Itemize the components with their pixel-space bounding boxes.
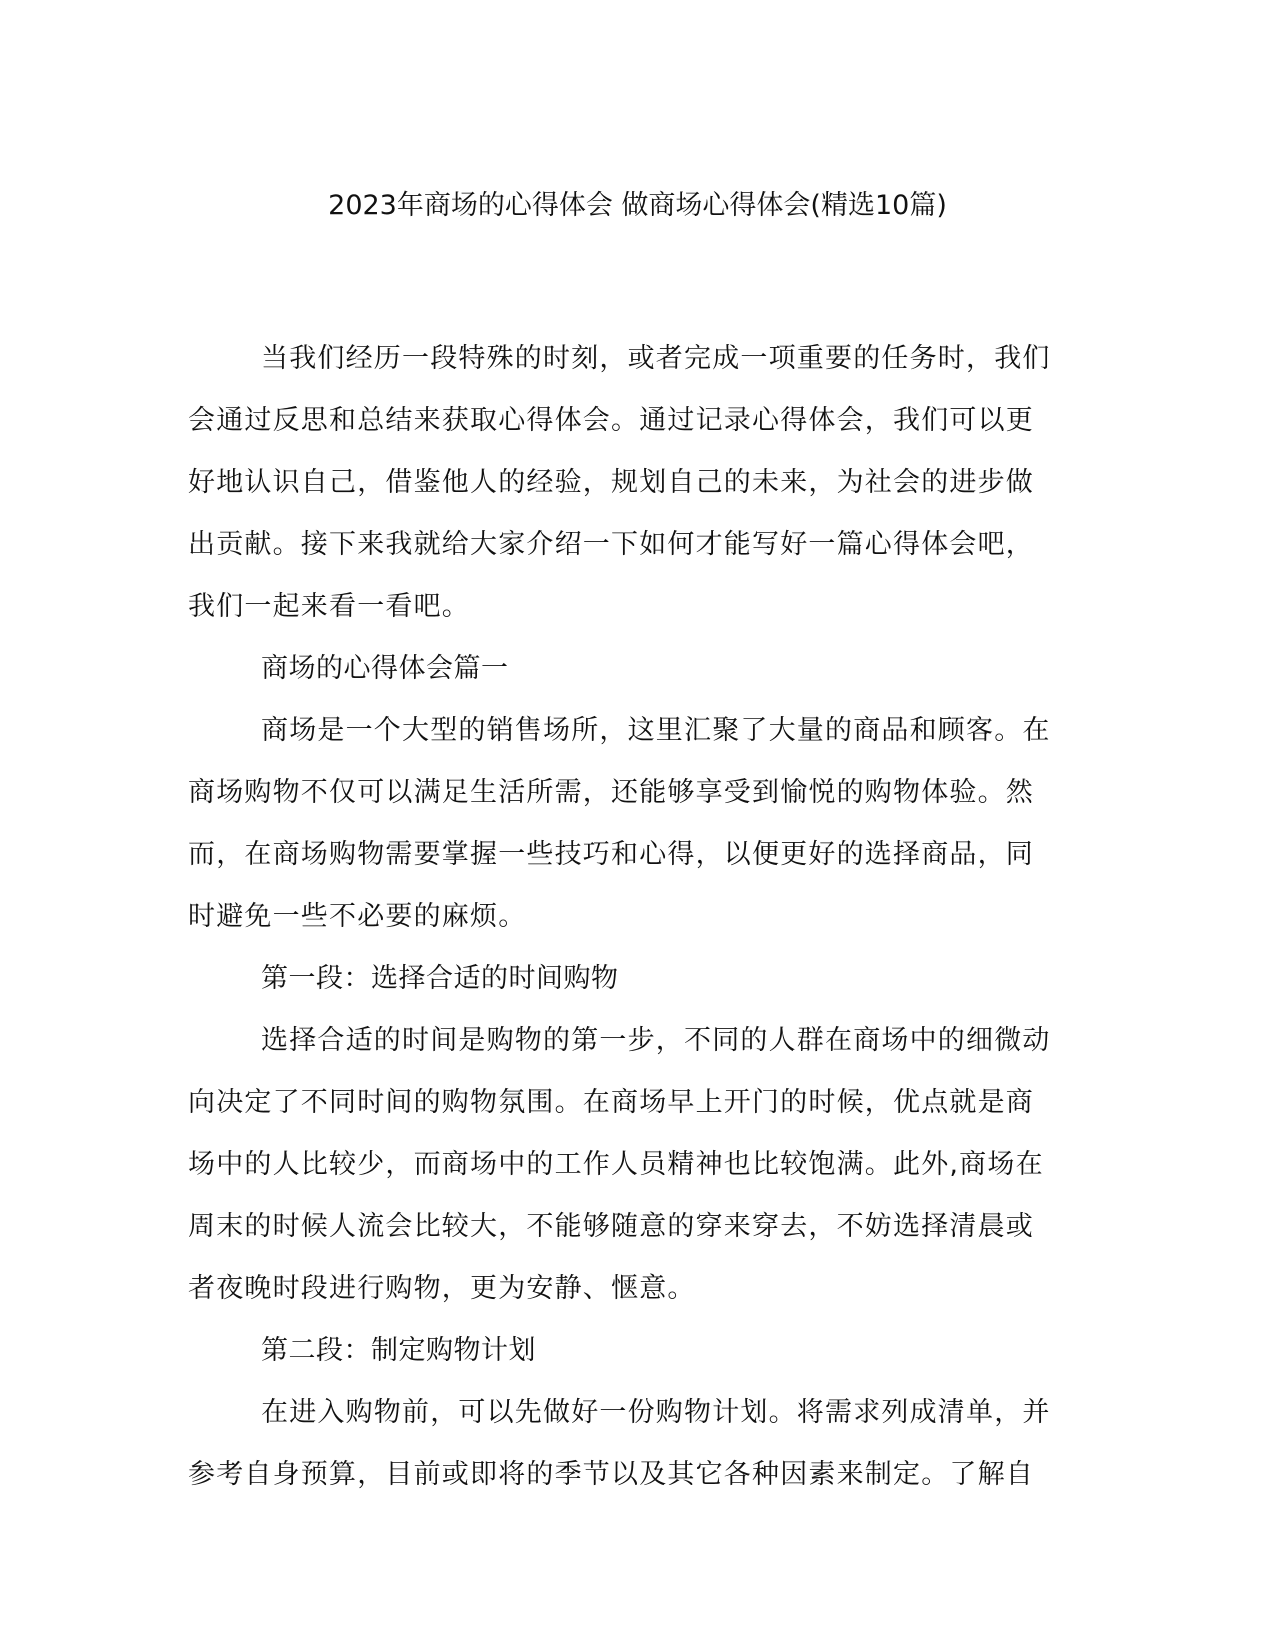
section-heading: 商场的心得体会篇一	[261, 653, 509, 684]
paragraph-line: 场中的人比较少，而商场中的工作人员精神也比较饱满。此外,商场在	[188, 1149, 1044, 1180]
document-body	[188, 328, 1068, 1506]
paragraph-line: 出贡献。接下来我就给大家介绍一下如何才能写好一篇心得体会吧，	[188, 529, 1034, 560]
paragraph-line: 好地认识自己，借鉴他人的经验，规划自己的未来，为社会的进步做	[188, 467, 1034, 498]
paragraph-line: 商场购物不仅可以满足生活所需，还能够享受到愉悦的购物体验。然	[188, 777, 1034, 808]
paragraph-line: 我们一起来看一看吧。	[188, 591, 470, 622]
paragraph-line: 向决定了不同时间的购物氛围。在商场早上开门的时候，优点就是商	[188, 1087, 1034, 1118]
paragraph-line: 在进入购物前，可以先做好一份购物计划。将需求列成清单，并	[261, 1397, 1051, 1428]
paragraph-line: 而，在商场购物需要掌握一些技巧和心得，以便更好的选择商品，同	[188, 839, 1034, 870]
paragraph-line: 周末的时候人流会比较大，不能够随意的穿来穿去，不妨选择清晨或	[188, 1211, 1034, 1242]
section-heading: 第一段：选择合适的时间购物	[261, 963, 619, 994]
paragraph-line: 参考自身预算，目前或即将的季节以及其它各种因素来制定。了解自	[188, 1459, 1034, 1490]
paragraph-line: 选择合适的时间是购物的第一步，不同的人群在商场中的细微动	[261, 1025, 1051, 1056]
paragraph-line: 会通过反思和总结来获取心得体会。通过记录心得体会，我们可以更	[188, 405, 1034, 436]
paragraph-line: 者夜晚时段进行购物，更为安静、惬意。	[188, 1273, 696, 1304]
document-title: 2023年商场的心得体会 做商场心得体会(精选10篇)	[328, 190, 947, 221]
section-heading: 第二段：制定购物计划	[261, 1335, 536, 1366]
paragraph-line: 当我们经历一段特殊的时刻，或者完成一项重要的任务时，我们	[261, 343, 1051, 374]
paragraph-line: 商场是一个大型的销售场所，这里汇聚了大量的商品和顾客。在	[261, 715, 1051, 746]
paragraph-line: 时避免一些不必要的麻烦。	[188, 901, 527, 932]
